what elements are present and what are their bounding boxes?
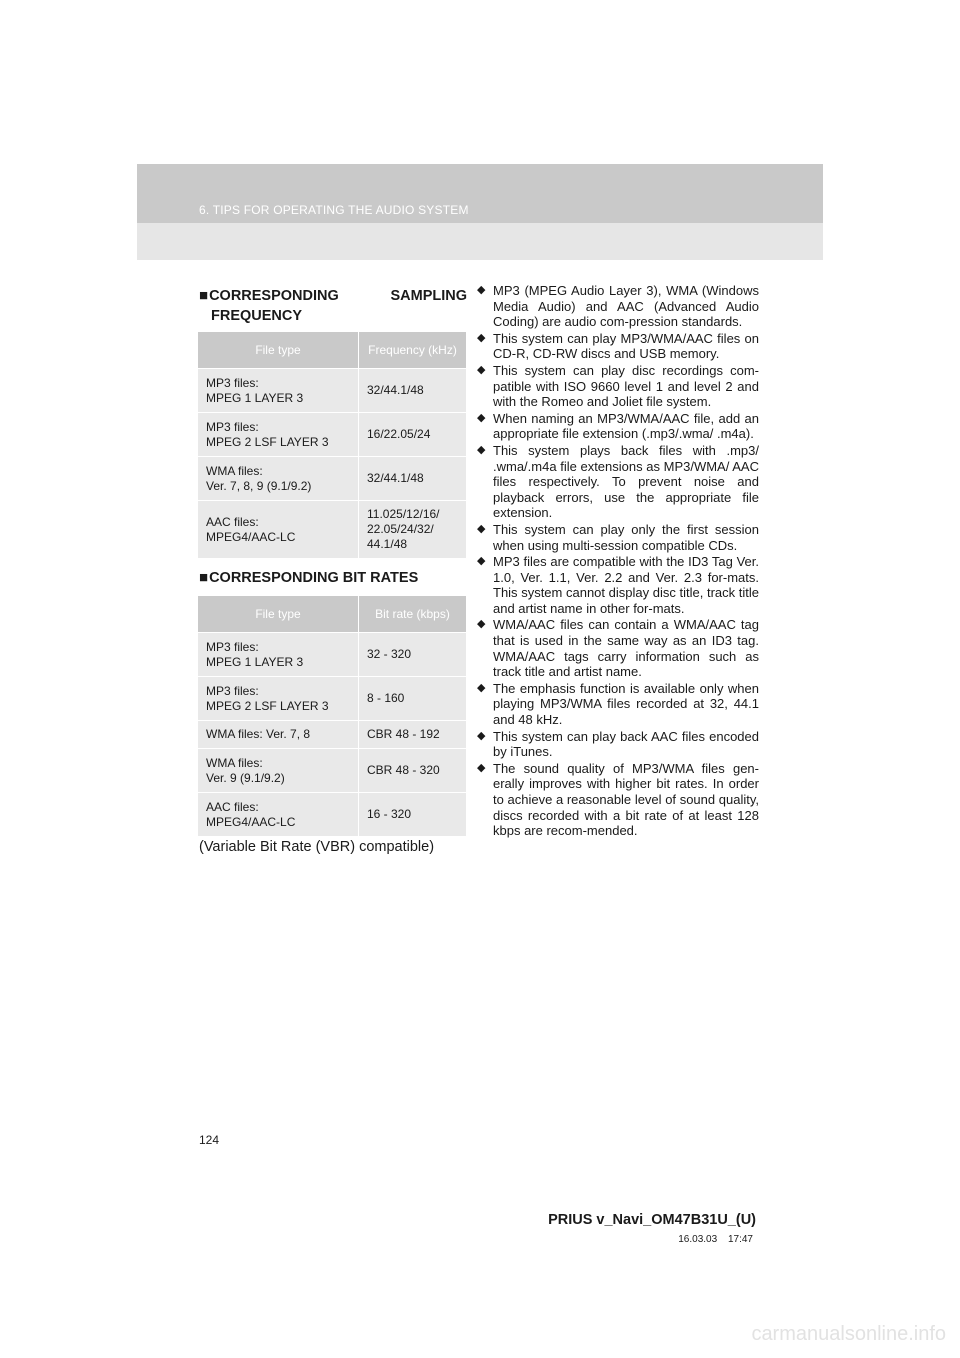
- diamond-bullet-icon: ◆: [477, 555, 486, 568]
- vbr-note: (Variable Bit Rate (VBR) compatible): [199, 839, 435, 855]
- list-item: [476, 331, 759, 362]
- diamond-bullet-icon: ◆: [477, 443, 486, 456]
- list-item-text: This system can play disc recordings com-patible with ISO 9660 level 1 and level 2 and with the Romeo and Joliet file system.: [493, 362, 759, 410]
- table-row: [198, 793, 467, 837]
- document-id: PRIUS v_Navi_OM47B31U_(U): [548, 1212, 756, 1228]
- cell-line: 11.025/12/16/: [367, 507, 440, 521]
- list-item-text: When naming an MP3/WMA/AAC file, add an appropriate file extension (.mp3/.wma/ .m4a).: [493, 410, 759, 442]
- list-item: [476, 729, 759, 760]
- bit-rates-table: [197, 595, 467, 837]
- file-type-cell: [198, 457, 359, 501]
- cell-line: MPEG 1 LAYER 3: [206, 654, 304, 669]
- table-row: [198, 677, 467, 721]
- cell-line: 22.05/24/32/: [367, 522, 434, 536]
- list-item: [476, 617, 759, 679]
- heading-word: SAMPLING: [390, 288, 467, 304]
- cell-line: MPEG4/AAC-LC: [206, 814, 296, 829]
- table-row: [198, 633, 467, 677]
- diamond-bullet-icon: ◆: [477, 411, 486, 424]
- cell-line: AAC files:: [206, 799, 259, 814]
- cell-line: MP3 files:: [206, 419, 259, 434]
- diamond-bullet-icon: ◆: [477, 761, 486, 774]
- print-time: 17:47: [727, 1234, 753, 1245]
- header-band: [137, 164, 823, 260]
- list-item: [476, 761, 759, 839]
- list-item-text: The emphasis function is available only when playing MP3/WMA files recorded at 32, 44.1 and 48 kHz.: [493, 680, 759, 728]
- diamond-bullet-icon: ◆: [477, 618, 486, 631]
- bit-rate-cell: 8 - 160: [359, 677, 467, 721]
- diamond-bullet-icon: ◆: [477, 284, 486, 296]
- table-row: [198, 721, 467, 749]
- diamond-bullet-icon: ◆: [477, 522, 486, 535]
- list-item: [476, 554, 759, 616]
- bit-rate-cell: CBR 48 - 192: [359, 721, 467, 749]
- list-item: [476, 283, 759, 330]
- list-item: [476, 681, 759, 728]
- cell-line: MPEG 1 LAYER 3: [206, 390, 304, 405]
- list-item: [476, 443, 759, 521]
- bit-rate-cell: CBR 48 - 320: [359, 749, 467, 793]
- print-timestamp: [678, 1234, 753, 1245]
- list-item-text: This system plays back files with .mp3/ .wma/.m4a file extensions as MP3/WMA/ AAC files respectively. To prevent noise and playback errors, use the appropriate file extension.: [493, 442, 759, 521]
- heading-word: CORRESPONDING: [209, 288, 339, 304]
- table-row: [198, 413, 467, 457]
- list-item-text: WMA/AAC files can contain a WMA/AAC tag that is used in the same way as an ID3 tag. WMA/AAC tags carry information such as track title and artist name.: [493, 617, 759, 680]
- heading-text: CORRESPONDING BIT RATES: [209, 570, 419, 586]
- list-item-text: This system can play only the first session when using multi-session compatible CDs.: [493, 521, 759, 553]
- list-item-text: This system can play back AAC files encoded by iTunes.: [493, 728, 759, 760]
- file-type-cell: [198, 793, 359, 837]
- bit-rate-cell: 16 - 320: [359, 793, 467, 837]
- section-marker: ■: [199, 569, 209, 586]
- table-row: [198, 457, 467, 501]
- bit-rates-heading: [199, 568, 467, 588]
- header-bar: [137, 164, 823, 223]
- diamond-bullet-icon: ◆: [477, 363, 486, 376]
- diamond-bullet-icon: ◆: [477, 681, 486, 694]
- file-type-cell: [198, 501, 359, 559]
- cell-line: MP3 files:: [206, 683, 259, 698]
- column-header-file-type: File type: [198, 332, 359, 369]
- file-type-cell: [198, 677, 359, 721]
- frequency-cell: [359, 501, 467, 559]
- table-row: [198, 501, 467, 559]
- file-type-cell: WMA files: Ver. 7, 8: [198, 721, 359, 749]
- bit-rate-cell: 32 - 320: [359, 633, 467, 677]
- cell-line: MPEG 2 LSF LAYER 3: [206, 698, 329, 713]
- list-item-text: The sound quality of MP3/WMA files gen-erally improves with higher bit rates. In order to achieve a reasonable level of sound quality, discs recorded with a bit rate of at least 128 kbps are recom-mended.: [493, 760, 759, 839]
- watermark: carmanualsonline.info: [751, 1323, 946, 1345]
- chapter-title: 6. TIPS FOR OPERATING THE AUDIO SYSTEM: [199, 203, 469, 217]
- heading-word: FREQUENCY: [211, 308, 303, 324]
- sampling-frequency-table: [197, 331, 467, 559]
- cell-line: MP3 files:: [206, 375, 259, 390]
- cell-line: MPEG 2 LSF LAYER 3: [206, 434, 329, 449]
- sampling-frequency-heading: [199, 286, 467, 326]
- column-header-bit-rate: Bit rate (kbps): [359, 596, 467, 633]
- cell-line: Ver. 7, 8, 9 (9.1/9.2): [206, 478, 312, 493]
- diamond-bullet-icon: ◆: [477, 729, 486, 742]
- column-header-file-type: File type: [198, 596, 359, 633]
- file-type-cell: [198, 749, 359, 793]
- file-type-cell: [198, 369, 359, 413]
- cell-line: MP3 files:: [206, 639, 259, 654]
- page-number: 124: [199, 1133, 220, 1147]
- cell-line: WMA files:: [206, 755, 263, 770]
- file-type-cell: [198, 413, 359, 457]
- list-item-text: MP3 (MPEG Audio Layer 3), WMA (Windows Media Audio) and AAC (Advanced Audio Coding) are audio com-pression standards.: [493, 283, 759, 330]
- file-type-cell: [198, 633, 359, 677]
- print-date: 16.03.03: [678, 1234, 718, 1245]
- table-header-row: [198, 596, 467, 633]
- table-header-row: [198, 332, 467, 369]
- list-item: [476, 363, 759, 410]
- table-row: [198, 369, 467, 413]
- notes-list: [476, 283, 759, 840]
- list-item-text: This system can play MP3/WMA/AAC files on CD-R, CD-RW discs and USB memory.: [493, 330, 759, 362]
- frequency-cell: 32/44.1/48: [359, 457, 467, 501]
- frequency-cell: 16/22.05/24: [359, 413, 467, 457]
- cell-line: WMA files:: [206, 463, 263, 478]
- diamond-bullet-icon: ◆: [477, 331, 486, 344]
- cell-line: AAC files:: [206, 514, 259, 529]
- cell-line: Ver. 9 (9.1/9.2): [206, 770, 285, 785]
- section-marker: ■: [199, 287, 209, 304]
- column-header-frequency: Frequency (kHz): [359, 332, 467, 369]
- frequency-cell: 32/44.1/48: [359, 369, 467, 413]
- list-item: [476, 411, 759, 442]
- cell-line: MPEG4/AAC-LC: [206, 529, 296, 544]
- list-item-text: MP3 files are compatible with the ID3 Tag Ver. 1.0, Ver. 1.1, Ver. 2.2 and Ver. 2.3 for-mats. This system cannot display disc title, track title and artist name in other for-mats.: [493, 554, 759, 616]
- table-row: [198, 749, 467, 793]
- list-item: [476, 522, 759, 553]
- cell-line: 44.1/48: [367, 537, 408, 551]
